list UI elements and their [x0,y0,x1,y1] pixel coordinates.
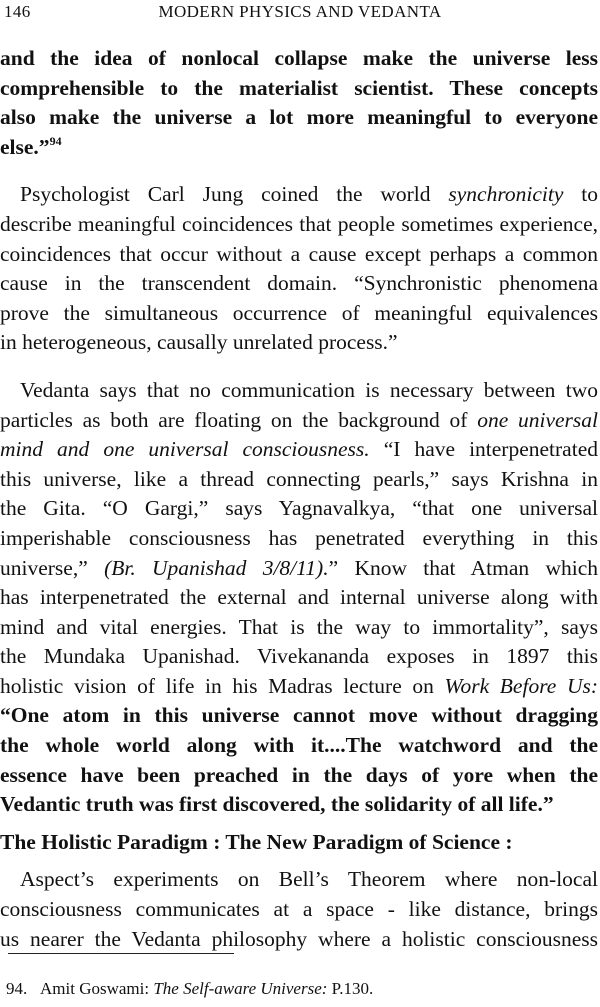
body-text [0,44,598,954]
running-header [4,2,596,28]
text-span: holistic vision of life in his Madras lecture on [0,673,434,698]
text-span: universe,” [0,555,88,580]
text-line: and the idea of nonlocal collapse make the universe less [0,46,598,70]
text-line: comprehensible to the materialist scientist. These concepts [0,75,598,100]
text-line [0,672,598,702]
footnote-marker: 94 [49,133,62,148]
lecture-title: Work Before Us: [444,673,599,698]
footnote-author: Amit Goswami: [40,979,150,998]
text-line: describe meaningful coincidences that people sometimes experience, [0,211,598,236]
footnote-number: 94. [6,979,28,998]
text-line: Vedanta says that no communication is necessary between two [20,377,598,402]
text-span: to [581,182,599,207]
footnote [6,979,373,999]
paragraph-vedanta [0,376,598,820]
quote-continuation [0,44,598,162]
text-line: Aspect’s experiments on Bell’s Theorem where non-local [20,867,598,892]
text-line: consciousness communicates at a space - like distance, brings [0,897,598,922]
text-line: this universe, like a thread connecting pearls,” says Krishna in [0,466,598,491]
italic-term: synchronicity [448,182,564,207]
text-span: Psychologist Carl Jung coined the world [20,182,431,207]
text-line: imperishable consciousness has penetrated everything in this [0,525,598,550]
text-line: the whole world along with it....The watchword and the [0,733,598,758]
text-line: prove the simultaneous occurrence of meaningful equivalences [0,300,598,325]
footnote-page: P.130. [331,979,374,998]
running-title: MODERN PHYSICS AND VEDANTA [158,2,442,21]
text-line: “One atom in this universe cannot move without dragging [0,703,598,728]
text-line: has interpenetrated the external and internal universe along with [0,585,598,610]
text-line: also make the universe a lot more meaningful to everyone [0,105,598,130]
section-heading: The Holistic Paradigm : The New Paradigm of Science : [0,829,513,854]
page-number: 146 [4,2,31,21]
text-span: ” Know that Atman which [328,555,599,580]
text-line [0,435,598,465]
text-line: in heterogeneous, causally unrelated process.” [0,330,398,355]
citation: (Br. Upanishad 3/8/11). [104,555,329,580]
text-line: the Gita. “O Gargi,” says Yagnavalkya, “that one universal [0,496,598,521]
text-line: essence have been preached in the days of yore when the [0,762,598,787]
text-line [0,133,598,163]
quote-end-text: else.” [0,134,50,159]
text-line: Vedantic truth was first discovered, the solidarity of all life.” [0,792,554,817]
text-line [0,406,598,436]
text-line: cause in the transcendent domain. “Synchronistic phenomena [0,271,598,296]
text-line: mind and vital energies. That is the way to immortality”, says [0,614,598,639]
text-line [0,554,598,584]
text-line [0,180,598,210]
footnote-rule [8,953,234,954]
text-line: the Mundaka Upanishad. Vivekananda exposes in 1897 this [0,644,598,669]
text-line: us nearer the Vedanta philosophy where a holistic consciousness [0,926,598,951]
italic-phrase: mind and one universal consciousness. [0,437,370,462]
paragraph-jung [0,180,598,358]
text-line: coincidences that occur without a cause except perhaps a common [0,241,598,266]
paragraph-aspect [0,865,598,954]
text-span: “I have interpenetrated [383,437,598,462]
footnote-title: The Self-aware Universe: [153,979,328,998]
italic-phrase: one universal [477,407,599,432]
text-span: particles as both are floating on the background of [0,407,468,432]
